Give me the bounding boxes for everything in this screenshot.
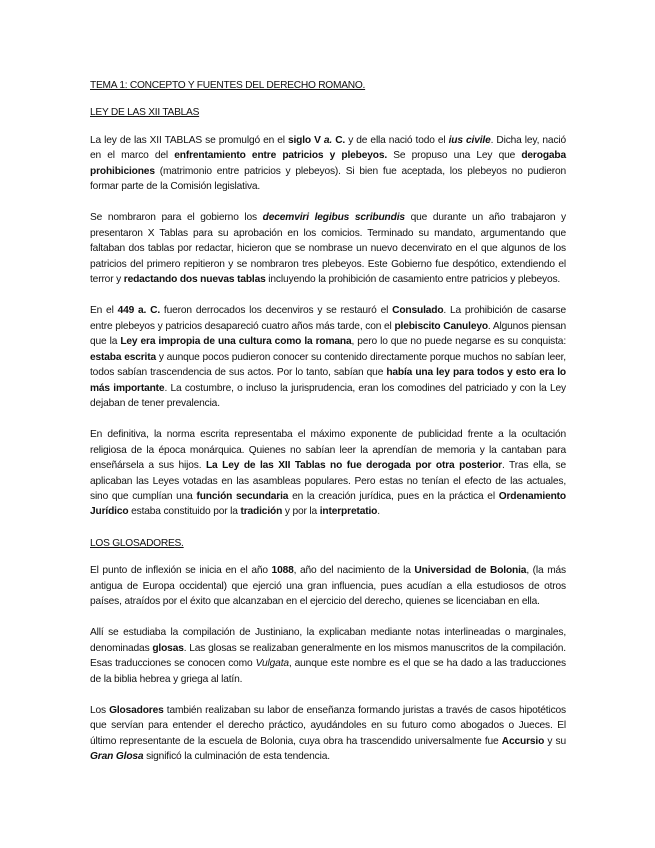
section-heading-xii-tablas: LEY DE LAS XII TABLAS	[90, 107, 200, 119]
text-run: En el	[90, 305, 118, 317]
emphasis-text: Ordenamiento Jurídico	[90, 490, 566, 518]
emphasis-text: glosas	[152, 642, 184, 654]
emphasis-text: enfrentamiento entre patricios y plebeyos.	[174, 150, 388, 162]
text-run: significó la culminación de esta tendencia.	[143, 751, 330, 763]
emphasis-text: plebiscito Canuleyo	[394, 320, 488, 332]
emphasis-text: Gran Glosa	[90, 751, 144, 763]
emphasis-text: Consulado	[392, 305, 444, 317]
text-run: . La costumbre, o incluso la jurisprudencia, eran los comodines del patriciado y con la Ley dejaban de tener prevalencia.	[90, 382, 566, 409]
emphasis-text: estaba escrita	[90, 351, 156, 363]
paragraph	[90, 427, 566, 519]
text-run: , año del nacimiento de la	[293, 565, 415, 577]
text-run: . La prohibición de casarse entre plebeyos y patricios desapareció cuatro años más tarde, con el	[90, 305, 567, 332]
text-run: . Tras ella, se aplicaban las Leyes votadas en las asambleas populares. Pero estas no tenían el efecto de las actuales, sino que cumplían una	[90, 460, 566, 502]
text-run: La ley de las XII TABLAS se promulgó en el	[90, 134, 288, 146]
text-run: En definitiva, la norma escrita representaba el máximo exponente de publicidad frente a la ocultación religiosa de la época monárquica. Quienes no sabían leer la aprendían de memoria y la cantaban para enseñársela a sus hijos.	[90, 429, 566, 472]
text-run: El punto de inflexión se inicia en el año	[90, 565, 272, 577]
emphasis-text: Vulgata	[255, 658, 289, 670]
emphasis-text: función secundaria	[196, 490, 289, 502]
text-run: , aunque este nombre es el que se ha dado a las traducciones de la biblia hebrea y griega al latín.	[90, 658, 566, 685]
emphasis-text: había una ley para todos y esto era lo más importante	[90, 367, 566, 394]
text-run: fueron derrocados los decenviros y se restauró el	[160, 305, 393, 317]
emphasis-text: C.	[332, 134, 346, 146]
text-run: . Las glosas se realizaban generalmente en los mismos manuscritos de la compilación. Esas traducciones se conocen como	[90, 642, 566, 670]
emphasis-text	[90, 751, 143, 762]
section-heading-glosadores: LOS GLOSADORES.	[90, 537, 184, 549]
emphasis-text: redactando dos nuevas tablas	[123, 274, 266, 286]
document-title: TEMA 1: CONCEPTO Y FUENTES DEL DERECHO ROMANO.	[90, 80, 366, 91]
text-run: y de ella nació todo el	[345, 134, 449, 146]
emphasis-text	[324, 135, 332, 146]
text-run: , pero lo que no puede negarse es su conquista:	[351, 336, 567, 348]
paragraph	[90, 210, 566, 287]
text-run: incluyendo la prohibición de casamiento entre patricios y plebeyos.	[265, 274, 561, 286]
paragraph	[90, 133, 566, 195]
emphasis-text: La Ley de las XII Tablas no fue derogada por otra posterior	[205, 460, 502, 472]
text-run: , (la más antigua de Europa occidental) que ejerció una gran influencia, pues acudían a ella estudiosos de otros países, atraídos por el éxito que alcanzaban en el ejercicio del derecho, quienes se licenciaban en ella.	[90, 565, 566, 607]
emphasis-text: ius civile	[448, 134, 491, 146]
emphasis-text: Universidad de Bolonia	[414, 565, 527, 577]
emphasis-text: Ley era impropia de una cultura como la romana	[120, 336, 352, 348]
emphasis-text: decemviri legibus scribundis	[262, 212, 405, 224]
text-run: (matrimonio entre patricios y plebeyos). Si bien fue aceptada, los plebeyos no pudieron formar parte de la Comisión legislativa.	[90, 165, 566, 193]
text-run: que durante un año trabajaron y presentaron X Tablas para su aprobación en los comicios. Terminado su mandato, argumentando que faltaban dos tablas por redactar, hicieron que se nombrase un nuevo decenvirato en el que algunos de los patricios del primero repitieron y se nombraron tres plebeyos. Este Gobierno fue despótico, extendiendo el terror y	[90, 212, 566, 286]
emphasis-text	[449, 135, 491, 146]
text-run: Se nombraron para el gobierno los	[90, 212, 263, 224]
emphasis-text: a.	[323, 134, 333, 146]
paragraph	[90, 563, 566, 609]
paragraph	[90, 625, 566, 687]
paragraph	[90, 303, 566, 411]
text-run: . Algunos piensan que la	[90, 320, 566, 348]
emphasis-text: 1088	[271, 565, 294, 577]
text-run: . Dicha ley, nació en el marco del	[90, 134, 567, 162]
document-body	[90, 78, 566, 781]
emphasis-text: Accursio	[501, 735, 545, 747]
emphasis-text: Glosadores	[109, 705, 164, 716]
emphasis-text	[263, 212, 405, 223]
emphasis-text: tradición	[240, 506, 283, 518]
text-run: Allí se estudiaba la compilación de Justiniano, la explicaban mediante notas interlineadas o marginales, denominadas	[90, 627, 566, 654]
emphasis-text: interpretatio	[319, 506, 378, 518]
text-run: Se propuso una Ley que	[387, 150, 522, 162]
text-run: y por la	[282, 506, 320, 518]
text-run: estaba constituido por la	[128, 506, 241, 518]
text-run: .	[377, 506, 380, 518]
text-run: también realizaban su labor de enseñanza formando juristas a través de casos hipotéticos que servían para entender el derecho práctico, ayudándoles en su futuro como abogados o Jueces. El último representante de la escuela de Bolonia, cuya obra ha trascendido universalmente fue	[90, 705, 566, 747]
text-run: y aunque pocos pudieron conocer su contenido directamente porque muchos no sabían leer, todos sabían trascendencia de sus actos. Por lo tanto, sabían que	[90, 351, 566, 379]
text-run: en la creación jurídica, pues en la práctica el	[288, 490, 499, 502]
text-run: Los	[90, 705, 110, 716]
emphasis-text: derogaba prohibiciones	[90, 150, 566, 177]
paragraph	[90, 703, 566, 765]
emphasis-text: 449 a. C.	[117, 305, 161, 317]
emphasis-text: siglo V	[287, 134, 324, 146]
text-run: y su	[544, 735, 566, 747]
